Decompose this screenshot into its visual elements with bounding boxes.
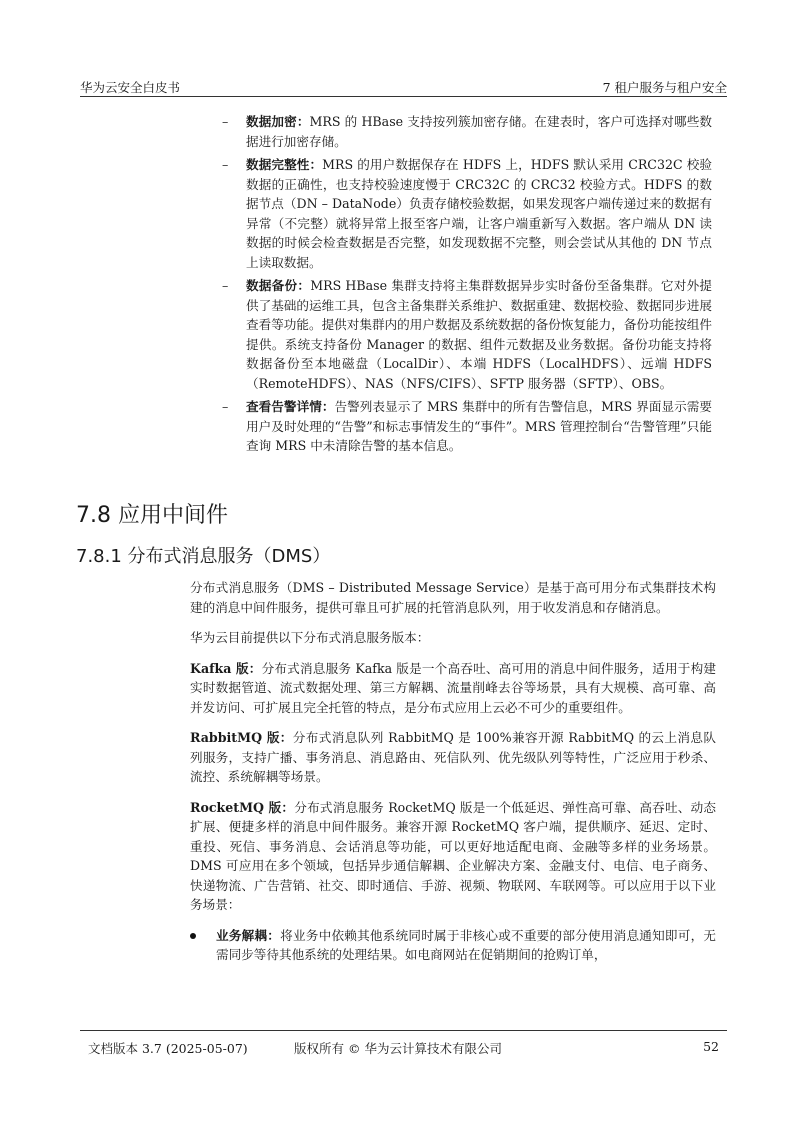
footer-page-number: 52 (703, 1039, 719, 1054)
paragraph-label: RabbitMQ 版： (190, 730, 293, 745)
dash-item-text: MRS 的 HBase 支持按列簇加密存储。在建表时，客户可选择对哪些数据进行加密存储。 (246, 114, 712, 149)
bullet-dot-icon (190, 933, 196, 939)
dash-item-encryption (222, 112, 712, 151)
paragraph-label: RocketMQ 版： (190, 799, 295, 815)
paragraph-rocketmq (190, 798, 716, 915)
header-chapter-title: 7 租户服务与租户安全 (602, 80, 727, 95)
dash-item-label: 数据加密： (246, 114, 310, 129)
paragraph-versions (190, 628, 716, 648)
dash-item-label: 数据完整性： (246, 157, 323, 172)
paragraph-text: 分布式消息服务 Kafka 版是一个高吞吐、高可用的消息中间件服务，适用于构建实时数据管道、流式数据处理、第三方解耦、流量削峰去谷等场景，具有大规模、高可靠、高并发访问、可扩展且完全托管的特点，是分布式应用上云必不可少的重要组件。 (190, 660, 716, 715)
paragraph-kafka (190, 659, 716, 718)
dash-item-label: 查看告警详情： (246, 399, 335, 414)
paragraph-text: 分布式消息队列 RabbitMQ 是 100%兼容开源 RabbitMQ 的云上消息队列服务，支持广播、事务消息、消息路由、死信队列、优先级队列等特性，广泛应用于秒杀、流控、系统解耦等场景。 (190, 730, 716, 784)
paragraph-rabbitmq (190, 728, 716, 787)
footer-version: 文档版本 3.7 (2025-05-07) (88, 1041, 248, 1056)
paragraph-intro (190, 578, 716, 617)
paragraph-text: 分布式消息服务（DMS – Distributed Message Service）是基于高可用分布式集群技术构建的消息中间件服务，提供可靠且可扩展的托管消息队列，用于收发消息和存储消息。 (190, 580, 716, 615)
dash-item-text: MRS 的用户数据保存在 HDFS 上，HDFS 默认采用 CRC32C 校验数据的正确性，也支持校验速度慢于 CRC32C 的 CRC32 校验方式。HDFS 的数据节点（DN – DataNode）负责存储校验数据，如果发现客户端传递过来的数据有异常（不完整）就将异常上报至客户端，让客户端重新写入数据。客户端从 DN 读数据的时候会检查数据是否完整，如发现数据不完整，则会尝试从其他的 DN 节点上读取数据。 (246, 157, 712, 270)
paragraph-text: 分布式消息服务 RocketMQ 版是一个低延迟、弹性高可靠、高吞吐、动态扩展、便捷多样的消息中间件服务。兼容开源 RocketMQ 客户端，提供顺序、延迟、定时、重投、死信、事务消息、会话消息等功能，可以更好地适配电商、金融等多样的业务场景。DMS 可应用在多个领域，包括异步通信解耦、企业解决方案、金融支付、电信、电子商务、快递物流、广告营销、社交、即时通信、手游、视频、物联网、车联网等。可以应用于以下业务场景： (190, 799, 716, 912)
bullet-label: 业务解耦： (216, 927, 281, 943)
dash-item-backup (222, 276, 712, 393)
dash-mark: – (222, 114, 229, 129)
paragraph-text: 华为云目前提供以下分布式消息服务版本： (190, 630, 430, 645)
page-header (80, 78, 727, 97)
dash-list (222, 112, 712, 460)
section-title: 7.8 应用中间件 (76, 503, 228, 528)
page-footer (80, 1030, 727, 1059)
dash-item-text: MRS HBase 集群支持将主集群数据异步实时备份至备集群。它对外提供了基础的运维工具，包含主备集群关系维护、数据重建、数据校验、数据同步进展查看等功能。提供对集群内的用户数据及系统数据的备份恢复能力，备份功能按组件提供。系统支持备份 Manager 的数据、组件元数据及业务数据。备份功能支持将数据备份至本地磁盘（LocalDir）、本端 HDFS（LocalHDFS）、远端 HDFS（RemoteHDFS）、NAS（NFS/CIFS）、SFTP 服务器（SFTP）、OBS。 (246, 278, 712, 391)
header-doc-title: 华为云安全白皮书 (80, 80, 181, 95)
dash-item-label: 数据备份： (246, 278, 311, 293)
body-text (190, 578, 716, 965)
footer-copyright: 版权所有 © 华为云计算技术有限公司 (294, 1041, 502, 1056)
dash-mark: – (222, 278, 229, 293)
paragraph-label: Kafka 版： (190, 660, 262, 676)
dash-item-alarms (222, 397, 712, 456)
bullet-item-decoupling (190, 926, 716, 965)
dash-mark: – (222, 399, 229, 414)
bullet-text: 将业务中依赖其他系统同时属于非核心或不重要的部分使用消息通知即可，无需同步等待其他系统的处理结果。如电商网站在促销期间的抢购订单， (216, 927, 717, 962)
dash-mark: – (222, 157, 229, 172)
dash-item-integrity (222, 155, 712, 272)
dash-item-text: 告警列表显示了 MRS 集群中的所有告警信息，MRS 界面显示需要用户及时处理的“告警”和标志事情发生的“事件”。MRS 管理控制台“告警管理”只能查询 MRS 中未清除告警的基本信息。 (246, 399, 713, 453)
subsection-title: 7.8.1 分布式消息服务（DMS） (76, 546, 331, 567)
